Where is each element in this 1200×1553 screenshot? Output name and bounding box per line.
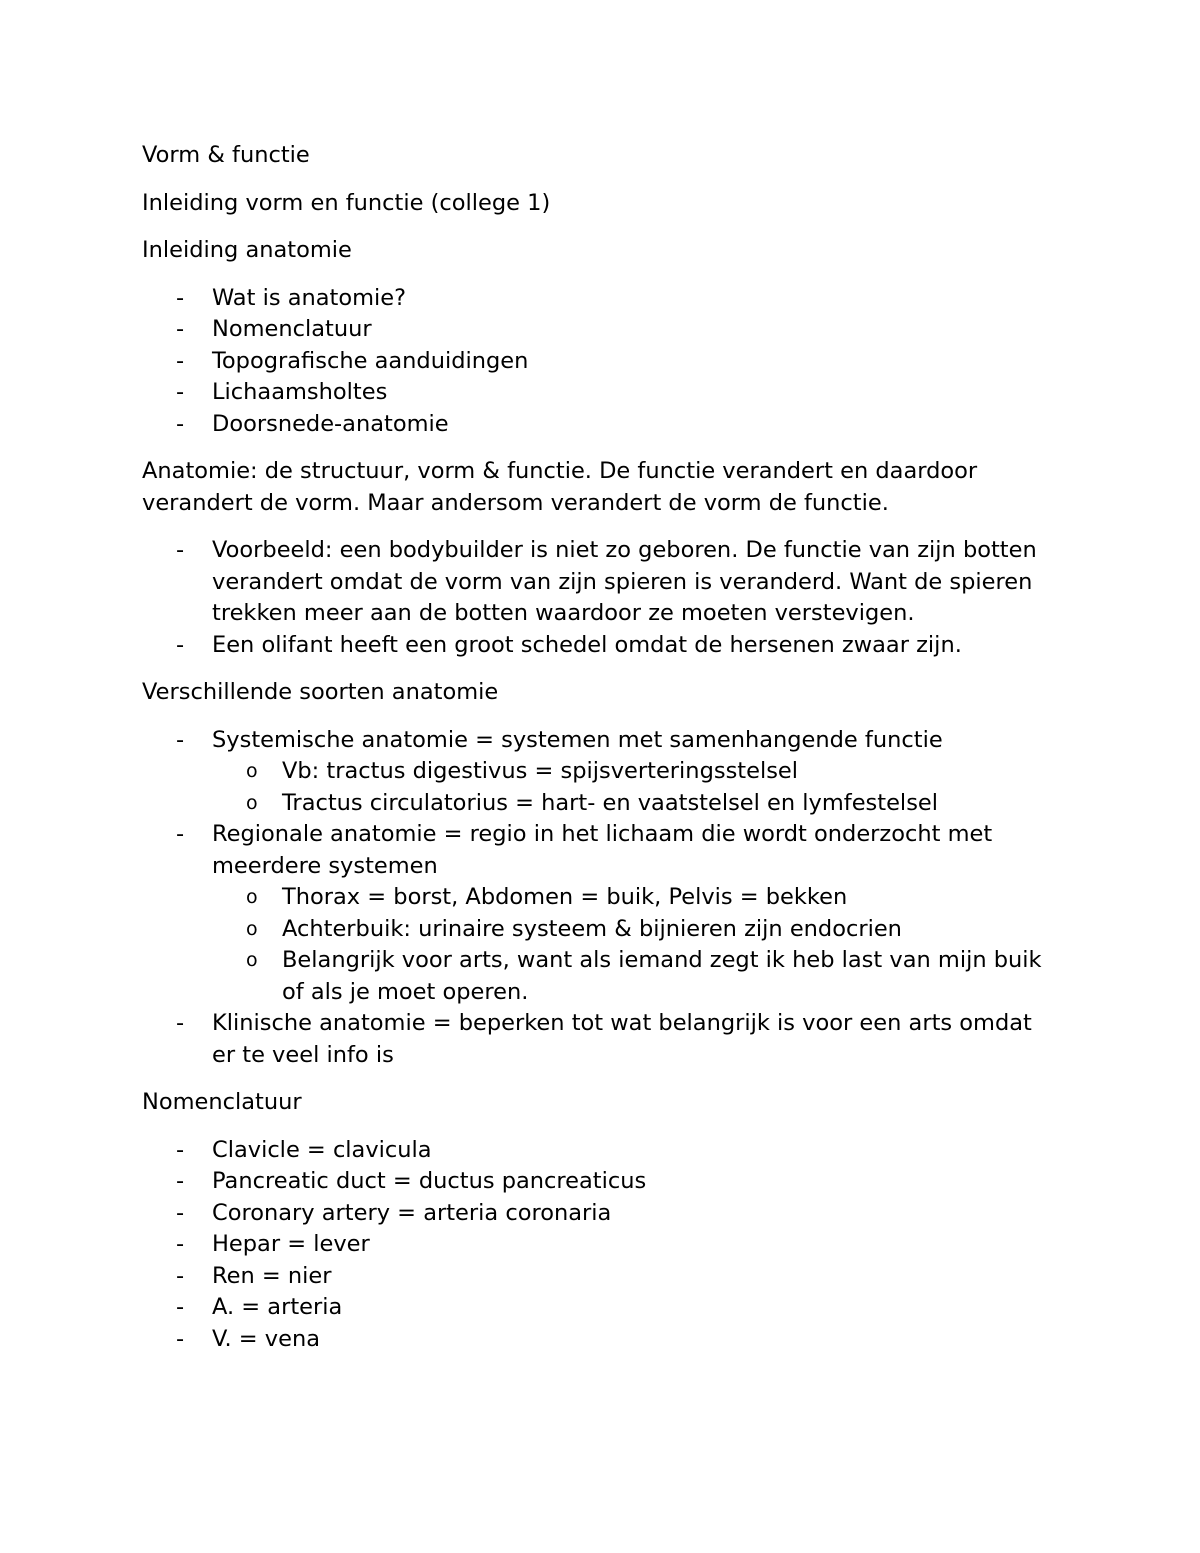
list-item [142, 377, 1062, 409]
list-item-text: Nomenclatuur [212, 316, 372, 342]
list-item [142, 283, 1062, 315]
list-item-text: Klinische anatomie = beperken tot wat belangrijk is voor een arts omdat er te veel info is [212, 1010, 1032, 1068]
dash-bullet-icon: - [176, 284, 185, 311]
list-item [142, 1261, 1062, 1293]
circle-bullet-icon: o [246, 949, 258, 971]
circle-bullet-icon: o [246, 760, 258, 782]
list-item-text: Een olifant heeft een groot schedel omdat de hersenen zwaar zijn. [212, 631, 962, 658]
dash-bullet-icon: - [176, 1325, 185, 1352]
section-heading: Inleiding anatomie [142, 237, 352, 263]
sub-list-item-text: Achterbuik: urinaire systeem & bijnieren zijn endocrien [282, 915, 902, 942]
list-item-text: A. = arteria [212, 1294, 343, 1320]
document-page [142, 140, 1062, 1371]
sub-list-item-text: Tractus circulatorius = hart- en vaatstelsel en lymfestelsel [282, 789, 939, 816]
list-item-text: Voorbeeld: een bodybuilder is niet zo geboren. De functie van zijn botten verandert omdat de vorm van zijn spieren is veranderd. Want de spieren trekken meer aan de botten waardoor ze moeten verstevigen. [212, 537, 1037, 626]
list-item-text: Regionale anatomie = regio in het lichaam die wordt onderzocht met meerdere systemen [212, 821, 993, 879]
list-item [142, 535, 1062, 630]
list-item-text: Hepar = lever [212, 1231, 370, 1257]
section-heading: Anatomie: de structuur, vorm & functie. De functie verandert en daardoor verandert de vorm. Maar andersom verandert de vorm de functie. [142, 458, 978, 516]
dash-bullet-icon: - [176, 1010, 185, 1036]
dash-bullet-icon: - [176, 410, 185, 437]
sub-list-item-text: Belangrijk voor arts, want als iemand zegt ik heb last van mijn buik of als je moet operen. [282, 947, 1042, 1005]
document-title: Vorm & functie [142, 142, 310, 168]
list-item [142, 314, 1062, 346]
list-item-text: Clavicle = clavicula [212, 1136, 432, 1163]
dash-bullet-icon: - [176, 821, 185, 847]
bullet-list [142, 535, 1062, 661]
dash-bullet-icon: - [176, 316, 185, 342]
bullet-list [142, 725, 1062, 1072]
sub-bullet-list [212, 756, 1062, 819]
section-heading: Verschillende soorten anatomie [142, 679, 499, 705]
sub-list-item-text: Thorax = borst, Abdomen = buik, Pelvis = bekken [282, 884, 848, 910]
sub-list-item [212, 914, 1062, 946]
document-sections [142, 235, 1062, 1355]
dash-bullet-icon: - [176, 1199, 185, 1226]
circle-bullet-icon: o [246, 886, 258, 908]
dash-bullet-icon: - [176, 1294, 185, 1320]
bullet-list [142, 1135, 1062, 1356]
sub-list-item [212, 788, 1062, 820]
list-item-text: Pancreatic duct = ductus pancreaticus [212, 1168, 647, 1194]
dash-bullet-icon: - [176, 1262, 185, 1289]
list-item-text: Ren = nier [212, 1262, 332, 1289]
dash-bullet-icon: - [176, 537, 185, 563]
sub-list-item [212, 882, 1062, 914]
dash-bullet-icon: - [176, 379, 185, 405]
list-item [142, 1135, 1062, 1167]
bullet-list [142, 283, 1062, 441]
sub-bullet-list [212, 882, 1062, 1008]
sub-list-item [212, 945, 1062, 1008]
section-heading: Nomenclatuur [142, 1089, 302, 1115]
dash-bullet-icon: - [176, 631, 185, 658]
dash-bullet-icon: - [176, 726, 185, 753]
dash-bullet-icon: - [176, 1136, 185, 1163]
list-item-text: Lichaamsholtes [212, 379, 388, 405]
list-item [142, 346, 1062, 378]
list-item [142, 1292, 1062, 1324]
sub-list-item [212, 756, 1062, 788]
list-item-text: Topografische aanduidingen [212, 347, 529, 374]
list-item-text: Doorsnede-anatomie [212, 410, 449, 437]
dash-bullet-icon: - [176, 1231, 185, 1257]
sub-list-item-text: Vb: tractus digestivus = spijsverteringsstelsel [282, 758, 799, 784]
circle-bullet-icon: o [246, 917, 258, 940]
list-item-text: V. = vena [212, 1325, 321, 1352]
list-item [142, 1198, 1062, 1230]
list-item [142, 1008, 1062, 1071]
list-item [142, 819, 1062, 1008]
list-item-text: Coronary artery = arteria coronaria [212, 1199, 612, 1226]
dash-bullet-icon: - [176, 1168, 185, 1194]
list-item [142, 1229, 1062, 1261]
list-item [142, 725, 1062, 820]
list-item [142, 1166, 1062, 1198]
list-item [142, 409, 1062, 441]
list-item-text: Systemische anatomie = systemen met samenhangende functie [212, 726, 943, 753]
list-item [142, 630, 1062, 662]
dash-bullet-icon: - [176, 347, 185, 374]
circle-bullet-icon: o [246, 791, 258, 814]
lecture-heading: Inleiding vorm en functie (college 1) [142, 189, 551, 216]
list-item [142, 1324, 1062, 1356]
list-item-text: Wat is anatomie? [212, 284, 407, 311]
